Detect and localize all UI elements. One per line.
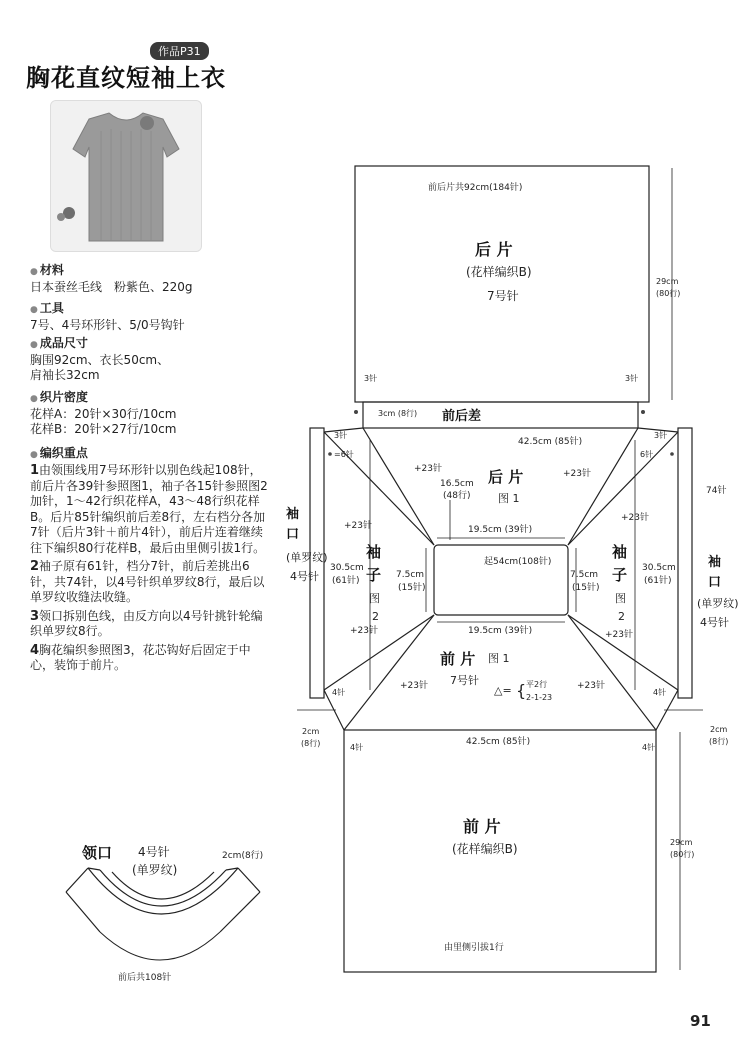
left-sleeve-fig-1: 图 xyxy=(369,592,380,605)
front-4st-right: 4针 xyxy=(642,743,656,752)
neckband-diagram xyxy=(60,840,275,990)
right-cuff-stitch: (单罗纹) xyxy=(697,597,739,610)
right-sleeve-len-st: (61针) xyxy=(644,576,672,586)
size-section xyxy=(30,336,270,383)
right-cuff-needle: 4号针 xyxy=(700,616,729,629)
back-3st-right: 3针 xyxy=(625,374,639,383)
left-cuff-width-rows: (8行) xyxy=(301,739,321,748)
garment-photo xyxy=(50,100,202,252)
step-text: 领口拆别色线，由反方向以4号针挑针轮编织单罗纹8行。 xyxy=(30,608,263,638)
right-cuff xyxy=(678,428,692,698)
step-text: 袖子原有61针，档分7针，前后差挑出6针，共74针，以4号针织单罗纹8行，最后以单罗纹收缝法收缝。 xyxy=(30,559,265,604)
yoke-back-width: 42.5cm (85针) xyxy=(518,437,583,447)
neck-side-st-right: (15针) xyxy=(572,583,600,593)
step-number: 1 xyxy=(30,463,40,478)
diff-small: 3cm (8行) xyxy=(378,409,418,418)
left-cuff-width-cm: 2cm xyxy=(302,727,320,736)
neckband-stitch: (单罗纹) xyxy=(132,863,178,877)
size-heading: ● 成品尺寸 xyxy=(30,336,270,353)
neck-side-st-left: (15针) xyxy=(398,583,426,593)
diff-label: 前后差 xyxy=(442,409,482,424)
yoke-back-height-rows: (48行) xyxy=(443,491,471,501)
materials-heading: ● 材料 xyxy=(30,263,270,280)
step-number: 4 xyxy=(30,642,40,658)
front-bottom-note: 由里侧引拔1行 xyxy=(444,943,504,953)
neckband-title: 领口 xyxy=(82,844,113,862)
points-heading: ● 编织重点 xyxy=(30,446,270,463)
instruction-step xyxy=(30,643,268,674)
left-cuff-needle: 4号针 xyxy=(290,570,319,583)
left-sleeve-len-cm: 30.5cm xyxy=(330,563,364,573)
rule-brace: { xyxy=(516,681,527,700)
front-height-rows: (80行) xyxy=(670,850,695,859)
right-sleeve-title-2: 子 xyxy=(612,566,628,584)
instruction-step xyxy=(30,559,268,606)
back-panel-height-rows: (80行) xyxy=(656,289,681,298)
right-cuff-3st: 3针 xyxy=(654,431,668,440)
gauge-text-2: 花样B：20针×27行/10cm xyxy=(30,422,177,436)
yoke-front-needle: 7号针 xyxy=(450,674,479,687)
page-number: 91 xyxy=(690,1012,711,1030)
yoke-back-title: 后 片 xyxy=(488,468,524,486)
back-panel-height-cm: 29cm xyxy=(656,277,679,286)
back-panel-title: 后 片 xyxy=(475,240,513,259)
left-cuff-stitch: (单罗纹) xyxy=(286,551,328,564)
neckband-height: 2cm(8行) xyxy=(222,851,264,861)
inc-label-4: +23针 xyxy=(621,513,649,523)
instruction-step xyxy=(30,609,268,640)
back-panel xyxy=(355,166,649,402)
gauge-heading: ● 织片密度 xyxy=(30,390,270,407)
rule-line-1: 平2行 xyxy=(526,680,548,689)
step-number: 2 xyxy=(30,559,40,574)
tools-section xyxy=(30,301,270,333)
inc-label-2: +23针 xyxy=(563,469,591,479)
back-panel-needle: 7号针 xyxy=(487,289,519,303)
left-cuff-3st: 3针 xyxy=(334,431,348,440)
right-sleeve-fig-2: 2 xyxy=(618,610,625,623)
front-width: 42.5cm (85针) xyxy=(466,737,531,747)
inc-label-3: +23针 xyxy=(344,521,372,531)
instructions-list xyxy=(30,463,268,677)
left-cuff-title-1: 袖 xyxy=(286,507,300,522)
neck-side-cm-left: 7.5cm xyxy=(396,570,425,580)
right-cuff-6st: 6针 xyxy=(640,450,654,459)
sweater-illustration xyxy=(51,101,201,251)
instruction-step xyxy=(30,463,268,556)
back-panel-pattern: (花样编织B) xyxy=(466,265,532,279)
step-text: 由领围线用7号环形针以别色线起108针，前后片各39针参照图1，袖子各15针参照图2加针，1～42行织花样A，43～48行织花样B。后片85针编织前后差8行，左右档分各加7针（后片3针＋前片4针），前后片连着继续往下编织80行花样B，最后由里侧引拔1行。 xyxy=(30,463,268,555)
neck-side-cm-right: 7.5cm xyxy=(570,570,599,580)
yoke-front-title: 前 片 xyxy=(440,650,476,668)
neckband-count: 前后共108针 xyxy=(118,973,172,983)
materials-text: 日本蚕丝毛线 粉紫色、220g xyxy=(30,280,193,294)
right-sleeve-title-1: 袖 xyxy=(612,543,628,561)
yoke-front-fig: 图 1 xyxy=(488,652,510,665)
schematic-diagram xyxy=(285,160,740,980)
front-height-cm: 29cm xyxy=(670,838,693,847)
step-number: 3 xyxy=(30,608,40,624)
left-sleeve-title-1: 袖 xyxy=(366,543,382,561)
materials-section xyxy=(30,263,270,295)
neck-opening xyxy=(434,545,568,615)
tools-heading: ● 工具 xyxy=(30,301,270,318)
yoke-back-fig: 图 1 xyxy=(498,492,520,505)
pattern-tag: 作品P31 xyxy=(150,42,209,60)
tools-text: 7号、4号环形针、5/0号钩针 xyxy=(30,318,185,332)
right-sleeve-fig-1: 图 xyxy=(615,592,626,605)
gauge-section xyxy=(30,390,270,437)
neck-top-width: 19.5cm (39针) xyxy=(468,525,533,535)
rule-symbol: △= xyxy=(494,684,512,697)
right-cuff-title-2: 口 xyxy=(708,575,722,590)
front-panel-title: 前 片 xyxy=(463,817,501,836)
left-sleeve-len-st: (61针) xyxy=(332,576,360,586)
neckband-outline xyxy=(66,868,260,960)
left-sleeve-fig-2: 2 xyxy=(372,610,379,623)
right-cuff-title-1: 袖 xyxy=(708,555,722,570)
inc-label-7: +23针 xyxy=(400,681,428,691)
left-cuff-6st: =6针 xyxy=(334,450,354,459)
size-text-2: 肩袖长32cm xyxy=(30,368,100,382)
right-cuff-4st: 4针 xyxy=(653,688,667,697)
back-panel-width: 前后片共92cm(184针) xyxy=(428,183,523,193)
right-cuff-width-rows: (8行) xyxy=(709,737,729,746)
rule-line-2: 2-1-23 xyxy=(526,693,553,702)
points-section xyxy=(30,446,270,463)
front-panel-pattern: (花样编织B) xyxy=(452,842,518,856)
right-cuff-74st: 74针 xyxy=(706,486,727,496)
step-text: 胸花编织参照图3，花芯钩好后固定于中心，装饰于前片。 xyxy=(30,642,251,672)
neck-cast-on: 起54cm(108针) xyxy=(484,557,552,567)
gauge-text-1: 花样A：20针×30行/10cm xyxy=(30,407,177,421)
neckband-needle: 4号针 xyxy=(138,845,170,859)
left-cuff-4st: 4针 xyxy=(332,688,346,697)
inc-label-5: +23针 xyxy=(350,626,378,636)
neck-bottom-width: 19.5cm (39针) xyxy=(468,626,533,636)
page-title: 胸花直纹短袖上衣 xyxy=(26,64,226,92)
size-text-1: 胸围92cm、衣长50cm、 xyxy=(30,353,170,367)
yoke-back-height-cm: 16.5cm xyxy=(440,479,474,489)
left-cuff-title-2: 口 xyxy=(286,527,300,542)
back-3st-left: 3针 xyxy=(364,374,378,383)
right-sleeve-len-cm: 30.5cm xyxy=(642,563,676,573)
front-4st-left: 4针 xyxy=(350,743,364,752)
inc-label-8: +23针 xyxy=(577,681,605,691)
right-cuff-width-cm: 2cm xyxy=(710,725,728,734)
inc-label-1: +23针 xyxy=(414,464,442,474)
left-sleeve-title-2: 子 xyxy=(366,566,382,584)
inc-label-6: +23针 xyxy=(605,630,633,640)
